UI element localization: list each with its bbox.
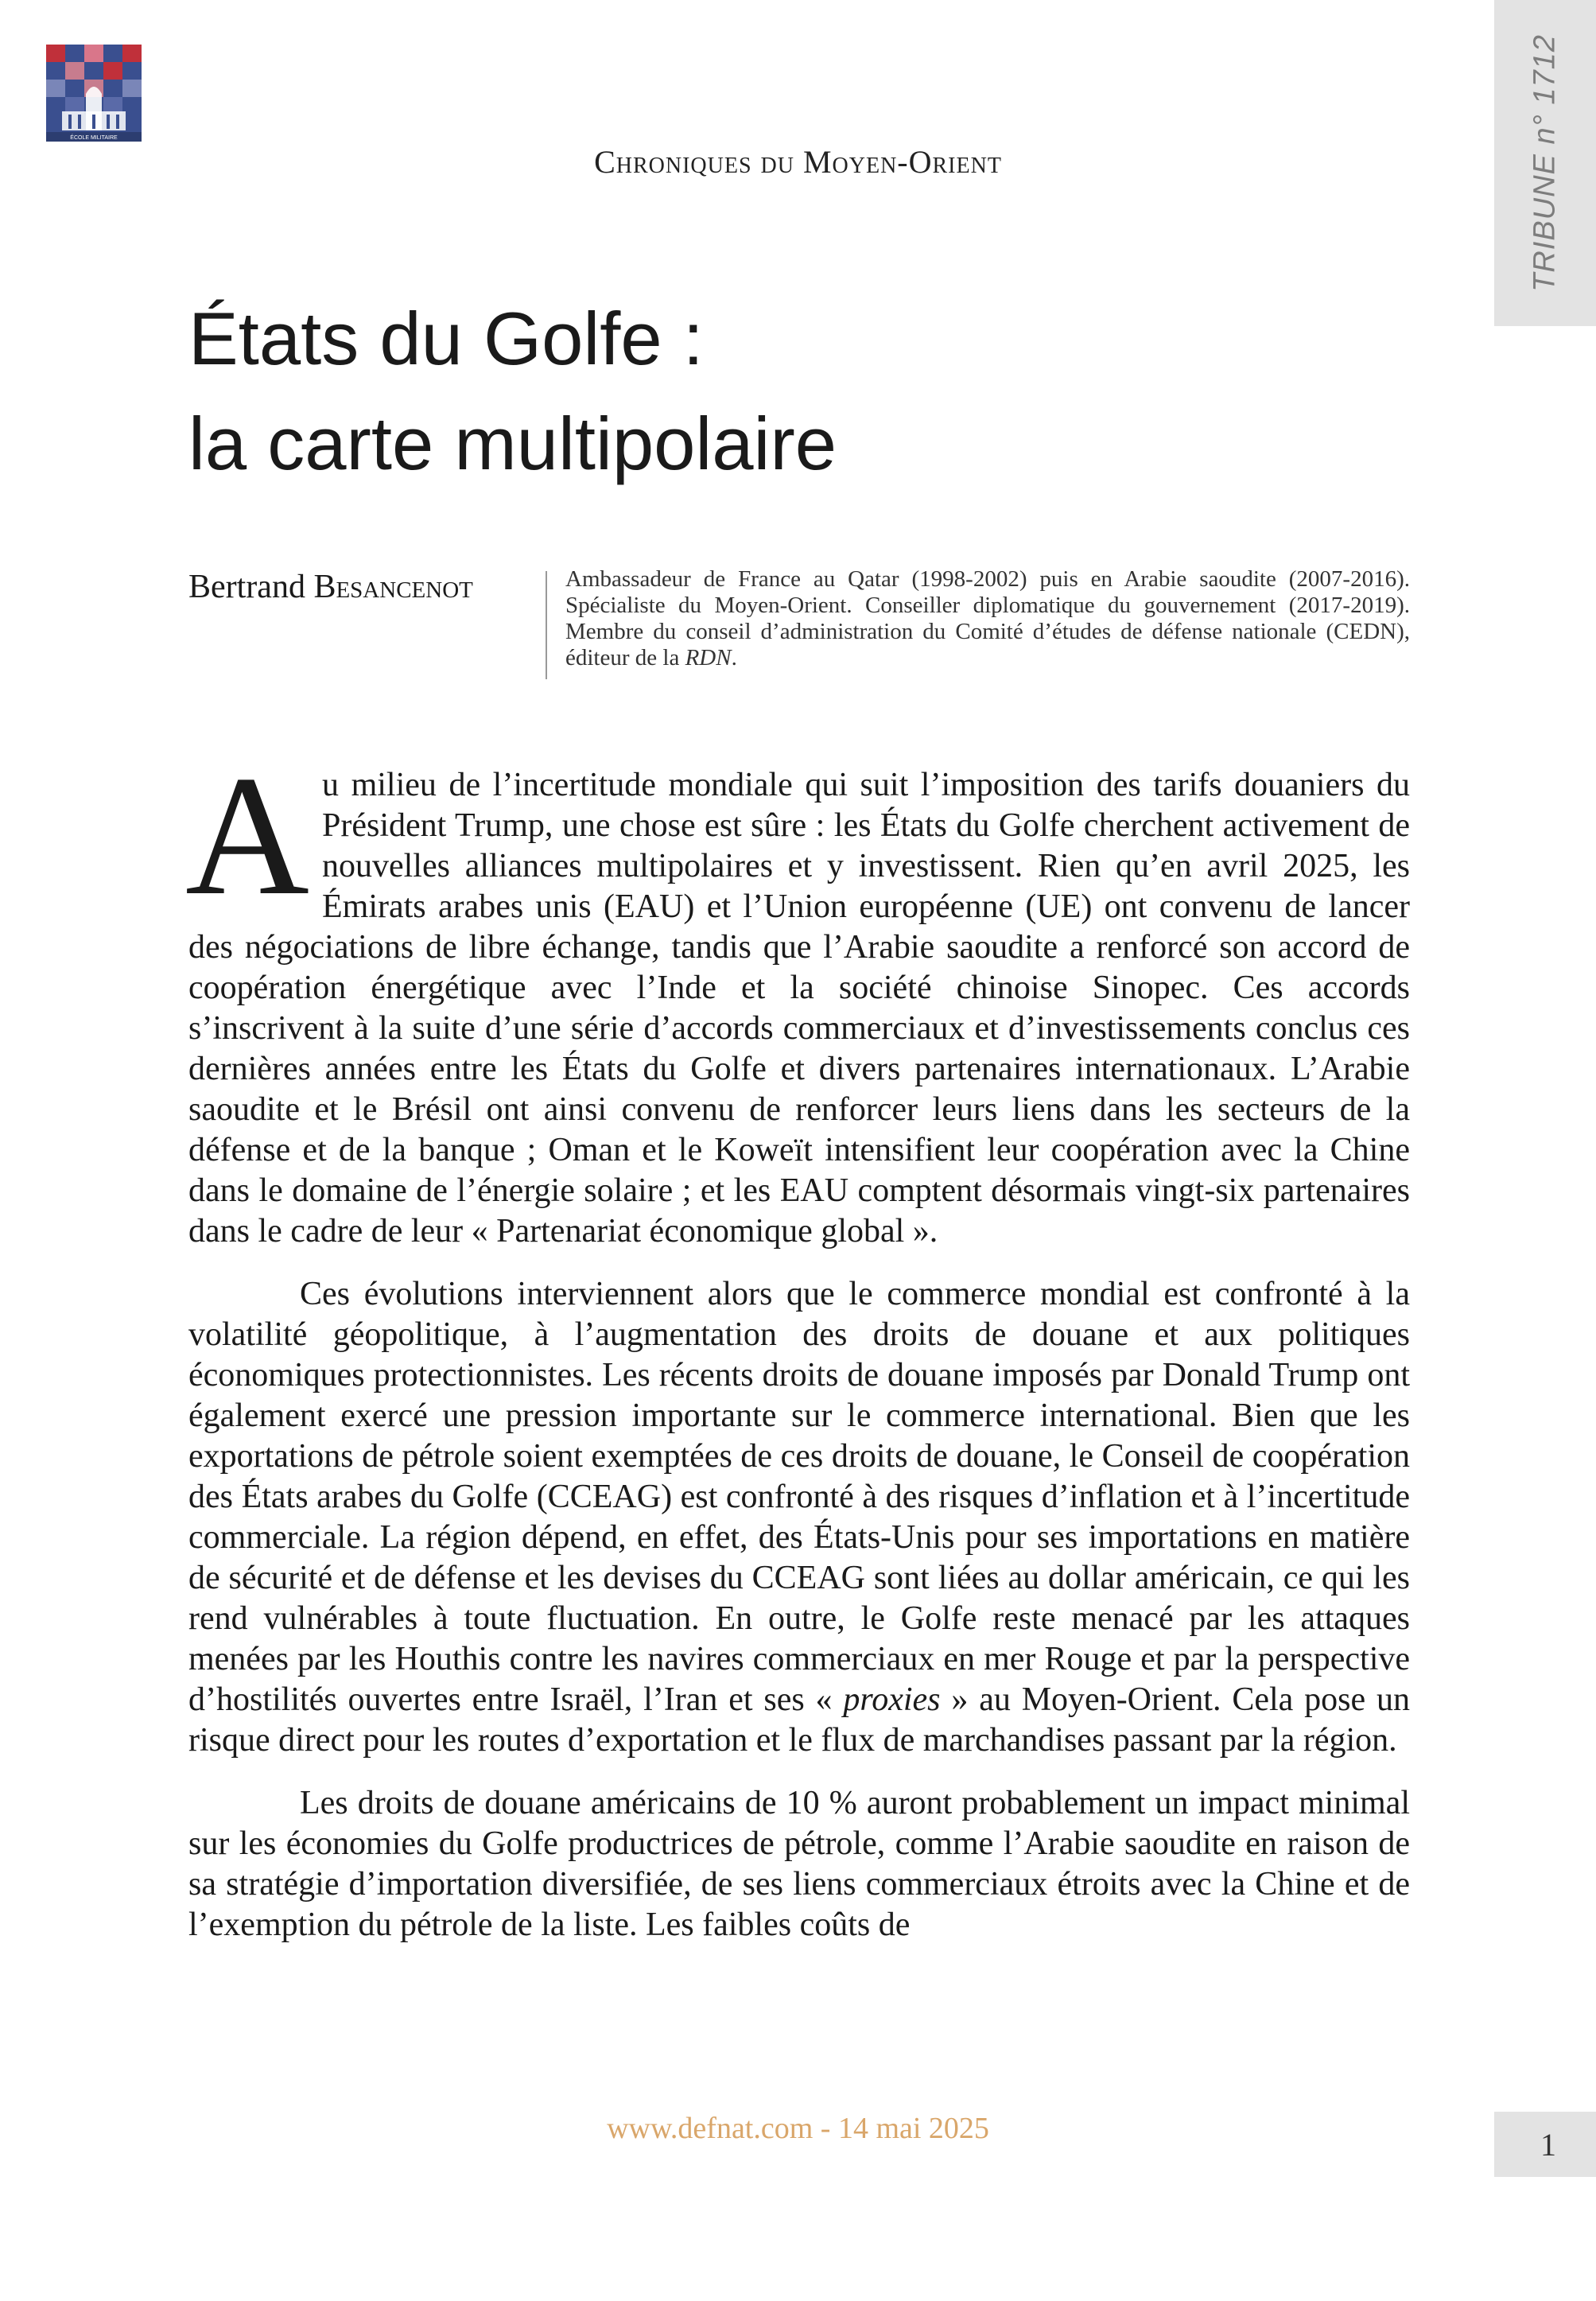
- bio-end: .: [731, 645, 737, 670]
- paragraph-2-italic: proxies: [843, 1681, 941, 1718]
- paragraph-3: Les droits de douane américains de 10 % auront probablement un impact minimal sur les économies du Golfe productrices de pétrole, comme l’Arabie saoudite en raison de sa stratégie d’importation diversifiée, de ses liens commerciaux étroits avec la Chine et de l’exemption du pétrole de la liste. Les faibles coûts de: [188, 1785, 1410, 1943]
- publisher-logo: [46, 45, 142, 142]
- drop-cap: A: [185, 740, 309, 931]
- logo-caption: ÉCOLE MILITAIRE: [70, 135, 118, 141]
- title-line-2: la carte multipolaire: [188, 402, 837, 485]
- author-bio: [565, 566, 1410, 671]
- paragraph-2: [188, 1274, 1410, 1761]
- bio-italic-rdn: RDN: [685, 645, 732, 670]
- series-heading: Chroniques du Moyen-Orient: [594, 144, 1002, 180]
- page-number: 1: [1540, 2127, 1556, 2163]
- title-line-1: États du Golfe :: [188, 297, 704, 380]
- article-title: [188, 286, 1381, 496]
- tribune-number: TRIBUNE n° 1712: [1528, 34, 1562, 292]
- building-logo-icon: [46, 45, 142, 142]
- paragraph-2-text-a: Ces évolutions interviennent alors que le commerce mondial est confronté à la volatilité géopolitique, à l’augmentation des droits de douane et aux politiques économiques protectionnistes. Les récents droits de douane imposés par Donald Trump ont également exercé une pression importante sur le commerce international. Bien que les exportations de pétrole soient exemptées de ces droits de douane, le Conseil de coopération des États arabes du Golfe (CCEAG) est confronté à des risques d’inflation et à l’incertitude commerciale. La région dépend, en effet, des États-Unis pour ses importations en matière de sécurité et de défense et les devises du CCEAG sont liées au dollar américain, ce qui les rend vulnérables à toute fluctuation. En outre, le Golfe reste menacé par les attaques menées par les Houthis contre les navires commerciaux en mer Rouge et par la perspective d’hostilités ouvertes entre Israël, l’Iran et ses «: [188, 1276, 1410, 1718]
- author-first-name: Bertrand: [188, 569, 305, 605]
- author-last-name: Besancenot: [313, 569, 473, 605]
- author-divider: [546, 571, 547, 679]
- article-body: [185, 740, 1410, 1968]
- page-number-box: [1494, 2112, 1596, 2177]
- footer-url-date: www.defnat.com - 14 mai 2025: [607, 2112, 989, 2145]
- bio-text: Ambassadeur de France au Qatar (1998-2002) puis en Arabie saoudite (2007-2016). Spécialiste du Moyen-Orient. Conseiller diplomatique du gouvernement (2017-2019). Membre du conseil d’administration du Comité d’études de défense nationale (CEDN), éditeur de la: [565, 566, 1410, 670]
- paragraph-1-text: u milieu de l’incertitude mondiale qui suit l’imposition des tarifs douaniers du Président Trump, une chose est sûre : les États du Golfe cherchent activement de nouvelles alliances multipolaires et y investissent. Rien qu’en avril 2025, les Émirats arabes unis (EAU) et l’Union européenne (UE) ont convenu de lancer des négociations de libre échange, tandis que l’Arabie saoudite a renforcé son accord de coopération énergétique avec l’Inde et la société chinoise Sinopec. Ces accords s’inscrivent à la suite d’une série d’accords commerciaux et d’investissements conclus ces dernières années entre les États du Golfe et divers partenaires internationaux. L’Arabie saoudite et le Brésil ont ainsi convenu de renforcer leurs liens dans les secteurs de la défense et de la banque ; Oman et le Koweït intensifient leur coopération avec la Chine dans le domaine de l’énergie solaire ; et les EAU comptent désormais vingt-six partenaires dans le cadre de leur « Partenariat économique global ».: [188, 767, 1410, 1250]
- paragraph-2-text-b: » au Moyen-Orient. Cela pose un risque direct pour les routes d’exportation et le flux de marchandises passant par la région.: [188, 1681, 1410, 1759]
- paragraph-1: [185, 740, 1410, 1252]
- author-name: [188, 568, 473, 606]
